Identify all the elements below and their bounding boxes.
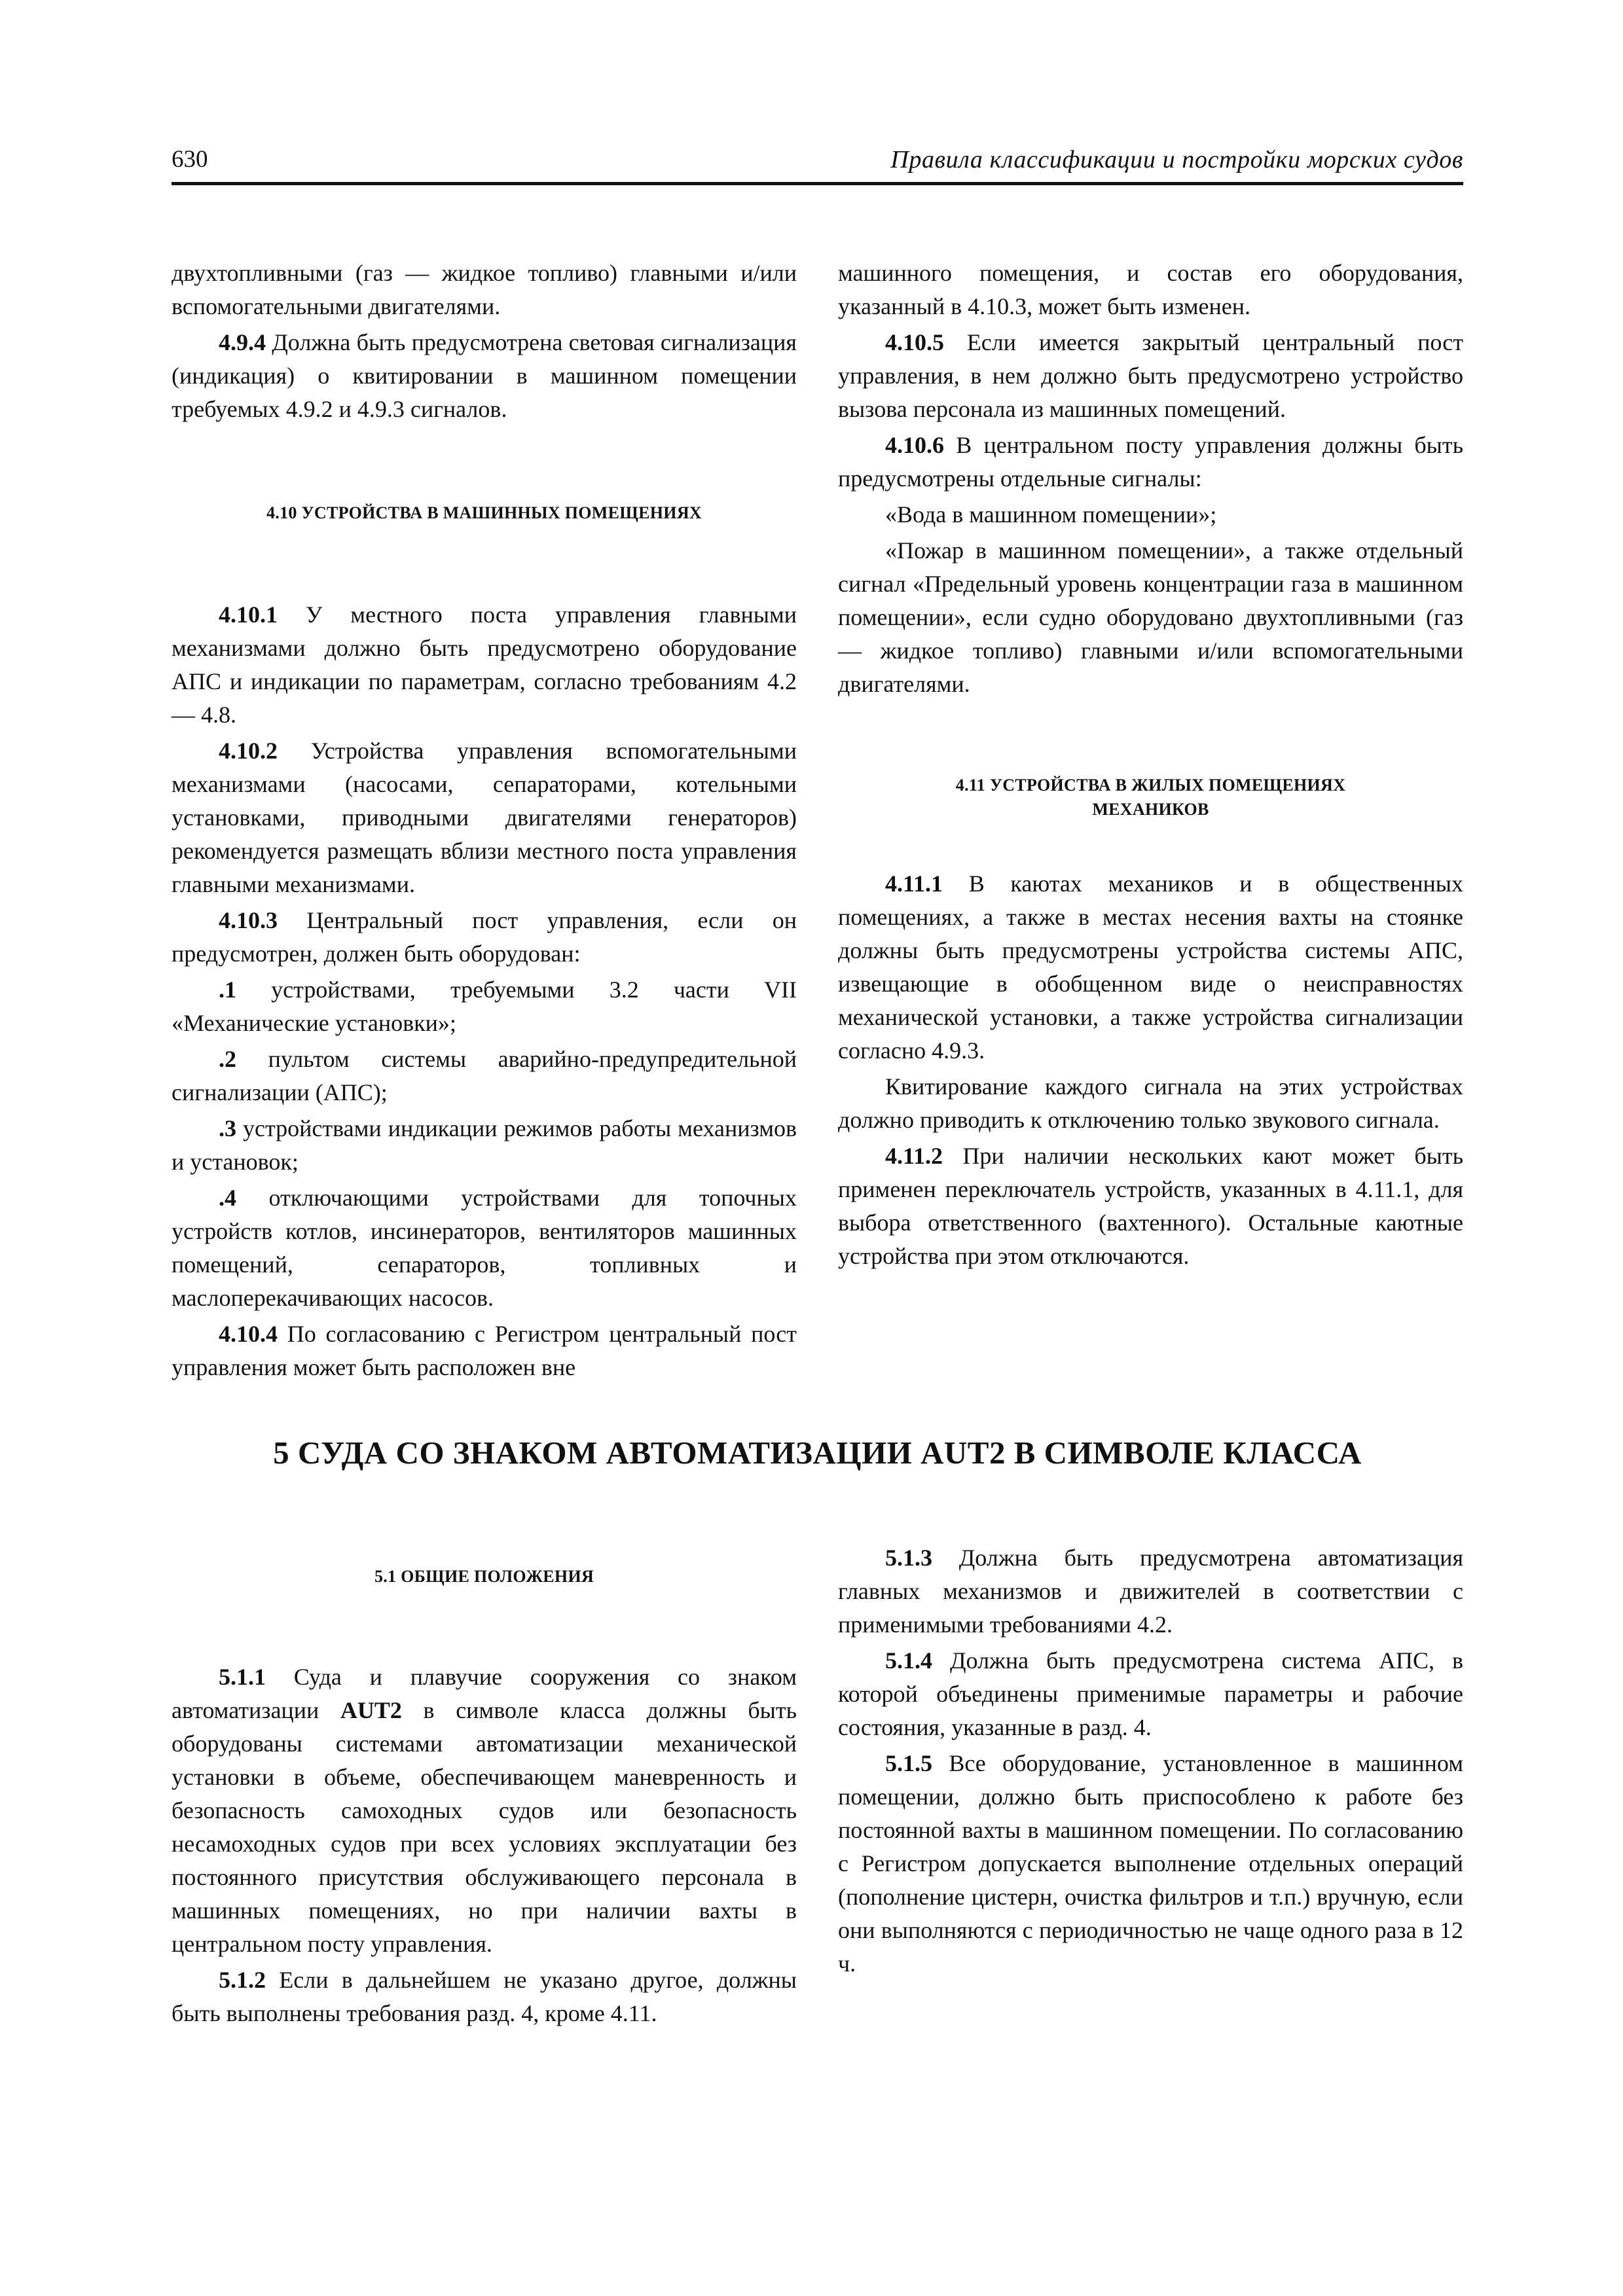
paragraph-4-10-1: 4.10.1 У местного поста управления главными механизмами должно быть предусмотрено оборудование АПС и индикации по параметрам, согласно требованиям 4.2 — 4.8.: [172, 601, 797, 728]
right-column-upper: [838, 257, 1463, 1276]
paragraph-5-1-1: 5.1.1 Суда и плавучие сооружения со знаком автоматизации AUT2 в символе класса должны быть оборудованы системами автоматизации механической установки в объеме, обеспечивающем маневренность и безопасность самоходных судов или безопасность несамоходных судов при всех условиях эксплуатации без постоянного присутствия обслуживающего персонала в машинных помещениях, но при наличии вахты в центральном посту управления.: [172, 1664, 797, 1957]
running-title: Правила классификации и постройки морских судов: [890, 146, 1463, 173]
page-number: 630: [172, 146, 208, 173]
paragraph-5-1-3: 5.1.3 Должна быть предусмотрена автоматизация главных механизмов и движителей в соответствии с применимыми требованиями 4.2.: [838, 1545, 1463, 1638]
section-heading-4-11: 4.11 УСТРОЙСТВА В ЖИЛЫХ ПОМЕЩЕНИЯХ МЕХАНИКОВ: [955, 776, 1346, 819]
list-item-4: .4 отключающими устройствами для топочных устройств котлов, инсинераторов, вентиляторов машинных помещений, сепараторов, топливных и маслоперекачивающих насосов.: [172, 1185, 797, 1311]
paragraph-4-10-5: 4.10.5 Если имеется закрытый центральный пост управления, в нем должно быть предусмотрено устройство вызова персонала из машинных помещений.: [838, 329, 1463, 422]
paragraph-5-1-2: 5.1.2 Если в дальнейшем не указано другое, должны быть выполнены требования разд. 4, кроме 4.11.: [172, 1967, 797, 2026]
section-heading-5-1: 5.1 ОБЩИЕ ПОЛОЖЕНИЯ: [374, 1567, 594, 1586]
clause-number: 4.9.4: [219, 329, 266, 355]
list-item-3: .3 устройствами индикации режимов работы механизмов и установок;: [172, 1115, 797, 1175]
paragraph-4-9-4: 4.9.4 Должна быть предусмотрена световая сигнализация (индикация) о квитировании в машинном помещении требуемых 4.9.2 и 4.9.3 сигналов.: [172, 329, 797, 422]
paragraph-5-1-4: 5.1.4 Должна быть предусмотрена система АПС, в которой объединены применимые параметры и рабочие состояния, указанные в разд. 4.: [838, 1647, 1463, 1740]
chapter-title: 5 СУДА СО ЗНАКОМ АВТОМАТИЗАЦИИ AUT2 В СИМВОЛЕ КЛАССА: [273, 1435, 1362, 1471]
left-column-upper: [172, 257, 797, 1387]
paragraph-4-10-3: 4.10.3 Центральный пост управления, если он предусмотрен, должен быть оборудован:: [172, 907, 797, 967]
paragraph-4-11-2: 4.11.2 При наличии нескольких кают может быть применен переключатель устройств, указанных в 4.11.1, для выбора ответственного (вахтенного). Остальные каютные устройства при этом отключаются.: [838, 1143, 1463, 1269]
list-item-1: .1 устройствами, требуемыми 3.2 части VII «Механические установки»;: [172, 977, 797, 1036]
paragraph-4-10-6: 4.10.6 В центральном посту управления должны быть предусмотрены отдельные сигналы:: [838, 432, 1463, 492]
signal-water: «Вода в машинном помещении»;: [885, 501, 1217, 528]
right-column-lower: [838, 1541, 1463, 1983]
signal-fire: «Пожар в машинном помещении», а также отдельный сигнал «Предельный уровень концентрации газа в машинном помещении», если судно оборудовано двухтопливными (газ — жидкое топливо) главными и/или вспомогательными двигателями.: [838, 537, 1463, 697]
paragraph: машинного помещения, и состав его оборудования, указанный в 4.10.3, может быть изменен.: [838, 260, 1463, 319]
paragraph-4-10-2: 4.10.2 Устройства управления вспомогательными механизмами (насосами, сепараторами, котельными установками, приводными двигателями генераторов) рекомендуется размещать вблизи местного поста управления главными механизмами.: [172, 738, 797, 897]
paragraph: двухтопливными (газ — жидкое топливо) главными и/или вспомогательными двигателями.: [172, 260, 797, 319]
automation-mark: AUT2: [340, 1697, 402, 1723]
page-header: [172, 145, 1463, 185]
list-item-2: .2 пультом системы аварийно-предупредительной сигнализации (АПС);: [172, 1046, 797, 1105]
paragraph-4-10-4: 4.10.4 По согласованию с Регистром центральный пост управления может быть расположен вне: [172, 1321, 797, 1380]
paragraph-4-11-1: 4.11.1 В каютах механиков и в общественных помещениях, а также в местах несения вахты на стоянке должны быть предусмотрены устройства системы АПС, извещающие в обобщенном виде о неисправностях механической установки, а также устройства сигнализации согласно 4.9.3.: [838, 870, 1463, 1064]
paragraph-5-1-5: 5.1.5 Все оборудование, установленное в машинном помещении, должно быть приспособлено к работе без постоянной вахты в машинном помещении. По согласованию с Регистром допускается выполнение отдельных операций (пополнение цистерн, очистка фильтров и т.п.) вручную, если они выполняются с периодичностью не чаще одного раза в 12 ч.: [838, 1750, 1463, 1977]
paragraph-acknowledge: Квитирование каждого сигнала на этих устройствах должно приводить к отключению только звукового сигнала.: [838, 1073, 1463, 1133]
section-heading-4-10: 4.10 УСТРОЙСТВА В МАШИННЫХ ПОМЕЩЕНИЯХ: [266, 503, 702, 522]
left-column-lower: [172, 1558, 797, 2033]
